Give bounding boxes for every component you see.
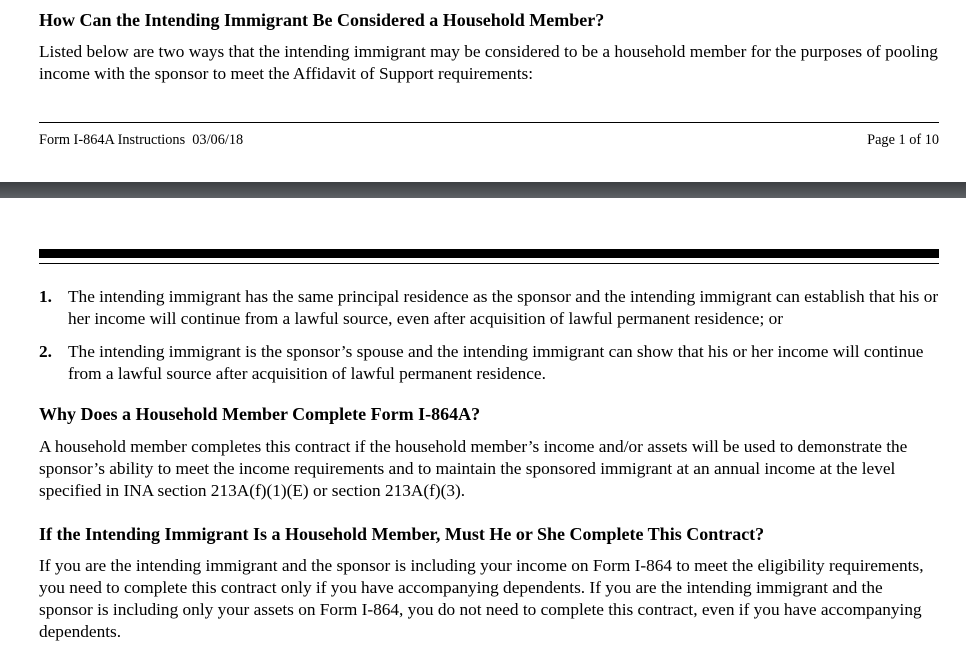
household-member-intro: Listed below are two ways that the intending immigrant may be considered to be a household member for the purposes of pooling income with the sponsor to meet the Affidavit of Support requirements: bbox=[39, 42, 938, 83]
page-separator bbox=[0, 182, 966, 198]
why-complete-body: A household member completes this contract if the household member’s income and/or assets will be used to demonstrate the sponsor’s ability to meet the income requirements and to maintain the sponsored immigrant at an annual income at the level specified in INA section 213A(f)(1)(E) or section 213A(f)(3). bbox=[39, 437, 908, 500]
household-member-heading: How Can the Intending Immigrant Be Considered a Household Member? bbox=[39, 10, 605, 30]
header-thin-rule bbox=[39, 263, 939, 264]
list-item bbox=[39, 286, 939, 330]
household-ways-list bbox=[39, 286, 939, 396]
list-item bbox=[39, 341, 939, 385]
must-complete-body: If you are the intending immigrant and the sponsor is including your income on Form I-864 to meet the eligibility requirements, you need to complete this contract only if you have accompanying dependents. If you are the intending immigrant and the sponsor is including only your assets on Form I-864, you do not need to complete this contract, even if you have accompanying dependents. bbox=[39, 556, 924, 641]
list-item-number: 2. bbox=[39, 342, 52, 361]
footer-rule bbox=[39, 122, 939, 123]
why-complete-heading: Why Does a Household Member Complete Form I-864A? bbox=[39, 404, 481, 424]
list-item-text: The intending immigrant is the sponsor’s spouse and the intending immigrant can show that his or her income will continue from a lawful source after acquisition of lawful permanent residence. bbox=[68, 342, 924, 383]
list-item-number: 1. bbox=[39, 287, 52, 306]
page-number-label: Page 1 of 10 bbox=[867, 132, 939, 148]
must-complete-heading: If the Intending Immigrant Is a Household Member, Must He or She Complete This Contract? bbox=[39, 524, 765, 544]
list-item-text: The intending immigrant has the same principal residence as the sponsor and the intending immigrant can establish that his or her income will continue from a lawful source, even after acquisition of lawful permanent residence; or bbox=[68, 287, 939, 328]
header-thick-rule bbox=[39, 249, 939, 258]
form-edition-label: Form I-864A Instructions 03/06/18 bbox=[39, 132, 244, 148]
